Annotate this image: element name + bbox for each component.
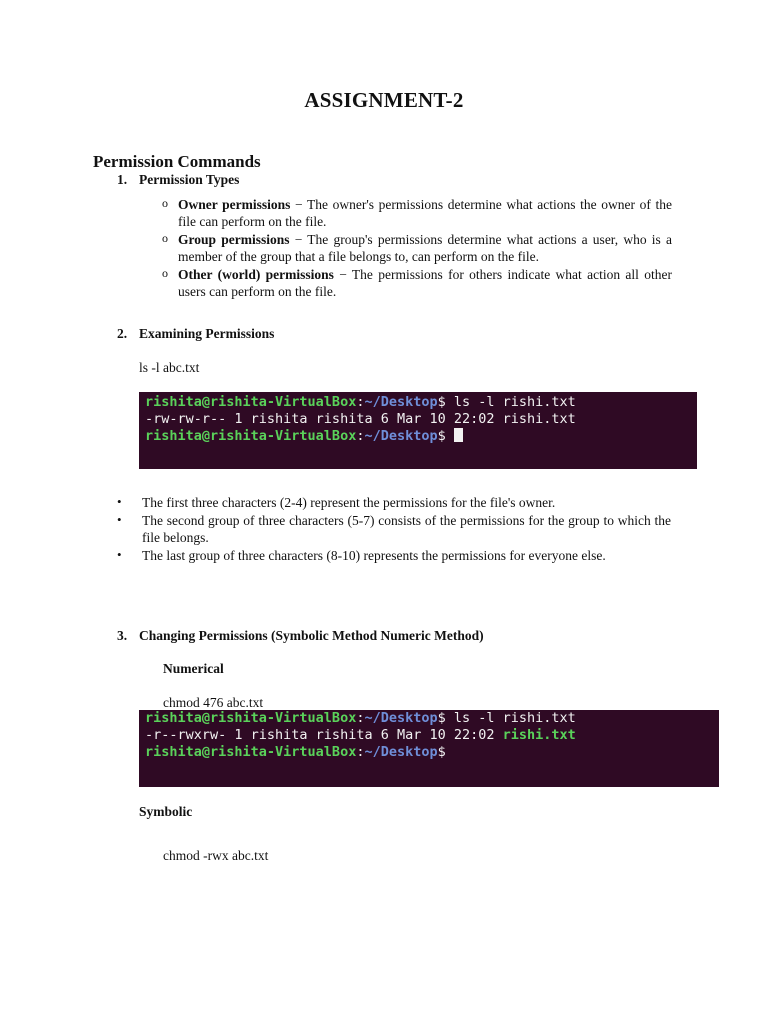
list-item — [117, 512, 671, 546]
terminal-prompt: $ — [437, 710, 446, 726]
terminal-numerical — [139, 710, 719, 787]
list-item — [162, 196, 672, 230]
list-item — [117, 547, 671, 564]
terminal-line — [145, 710, 713, 727]
list-item-text: The last group of three characters (8-10) represents the permissions for everyone else. — [142, 548, 606, 563]
terminal-user: rishita@rishita-VirtualBox — [145, 744, 357, 760]
examine-command: ls -l abc.txt — [139, 360, 200, 375]
bullet-icon: • — [117, 547, 122, 562]
numerical-label: Numerical — [163, 661, 224, 676]
section-3-title: Changing Permissions (Symbolic Method Numeric Method) — [139, 628, 484, 643]
terminal-path: ~/Desktop — [364, 428, 438, 444]
list-item-desc: − The permissions for others indicate what action all other users can perform on the file. — [178, 267, 672, 299]
list-item-term: Other (world) permissions — [178, 267, 334, 282]
terminal-output: -rw-rw-r-- 1 rishita rishita 6 Mar 10 22:02 rishi.txt — [145, 411, 576, 427]
section-heading: Permission Commands — [93, 152, 261, 171]
list-item-term: Group permissions — [178, 232, 290, 247]
symbolic-command: chmod -rwx abc.txt — [163, 848, 269, 863]
section-1-title: Permission Types — [139, 172, 240, 187]
sub-bullet-icon: o — [162, 231, 168, 245]
list-item-text — [178, 266, 672, 300]
terminal-command: ls -l rishi.txt — [445, 394, 576, 410]
terminal-prompt: $ — [437, 394, 446, 410]
permission-bullets — [117, 494, 671, 564]
terminal-path: ~/Desktop — [364, 710, 438, 726]
section-3-number: 3. — [117, 628, 128, 643]
terminal-user: rishita@rishita-VirtualBox — [145, 710, 357, 726]
list-item — [162, 231, 672, 265]
list-item-text — [178, 231, 672, 265]
permission-types-list — [162, 196, 672, 300]
list-item-term: Owner permissions — [178, 197, 291, 212]
terminal-colon: : — [356, 428, 365, 444]
terminal-colon: : — [356, 394, 365, 410]
symbolic-label: Symbolic — [139, 804, 193, 819]
terminal-output — [145, 727, 713, 744]
section-3-heading — [117, 628, 484, 644]
section-2-heading — [117, 326, 274, 342]
section-1-heading — [117, 172, 239, 188]
terminal-output-prefix: -r--rwxrw- 1 rishita rishita 6 Mar 10 22:02 — [145, 727, 503, 743]
terminal-prompt: $ — [437, 744, 446, 760]
section-2-number: 2. — [117, 326, 128, 341]
terminal-cursor — [454, 428, 463, 442]
list-item-desc: − The owner's permissions determine what actions the owner of the file can perform on the file. — [178, 197, 672, 229]
terminal-colon: : — [356, 710, 365, 726]
terminal-path: ~/Desktop — [364, 744, 438, 760]
terminal-user: rishita@rishita-VirtualBox — [145, 394, 357, 410]
terminal-colon: : — [356, 744, 365, 760]
section-1-number: 1. — [117, 172, 128, 187]
terminal-line — [145, 744, 713, 761]
terminal-prompt: $ — [437, 428, 446, 444]
terminal-line — [145, 428, 691, 445]
list-item — [117, 494, 671, 511]
terminal-output-file: rishi.txt — [502, 727, 576, 743]
terminal-line — [145, 394, 691, 411]
sub-bullet-icon: o — [162, 196, 168, 210]
terminal-examine — [139, 392, 697, 469]
section-2-title: Examining Permissions — [139, 326, 275, 341]
list-item-text — [178, 196, 672, 230]
list-item-text: The first three characters (2-4) represent the permissions for the file's owner. — [142, 495, 556, 510]
list-item-text: The second group of three characters (5-7) consists of the permissions for the group to which the file belongs. — [142, 513, 671, 545]
bullet-icon: • — [117, 512, 122, 527]
list-item-desc: − The group's permissions determine what actions a user, who is a member of the group that a file belongs to, can perform on the file. — [178, 232, 672, 264]
terminal-user: rishita@rishita-VirtualBox — [145, 428, 357, 444]
numerical-command: chmod 476 abc.txt — [163, 695, 264, 710]
sub-bullet-icon: o — [162, 266, 168, 280]
terminal-command: ls -l rishi.txt — [445, 710, 576, 726]
document-title: ASSIGNMENT-2 — [304, 88, 464, 112]
terminal-path: ~/Desktop — [364, 394, 438, 410]
list-item — [162, 266, 672, 300]
bullet-icon: • — [117, 494, 122, 509]
